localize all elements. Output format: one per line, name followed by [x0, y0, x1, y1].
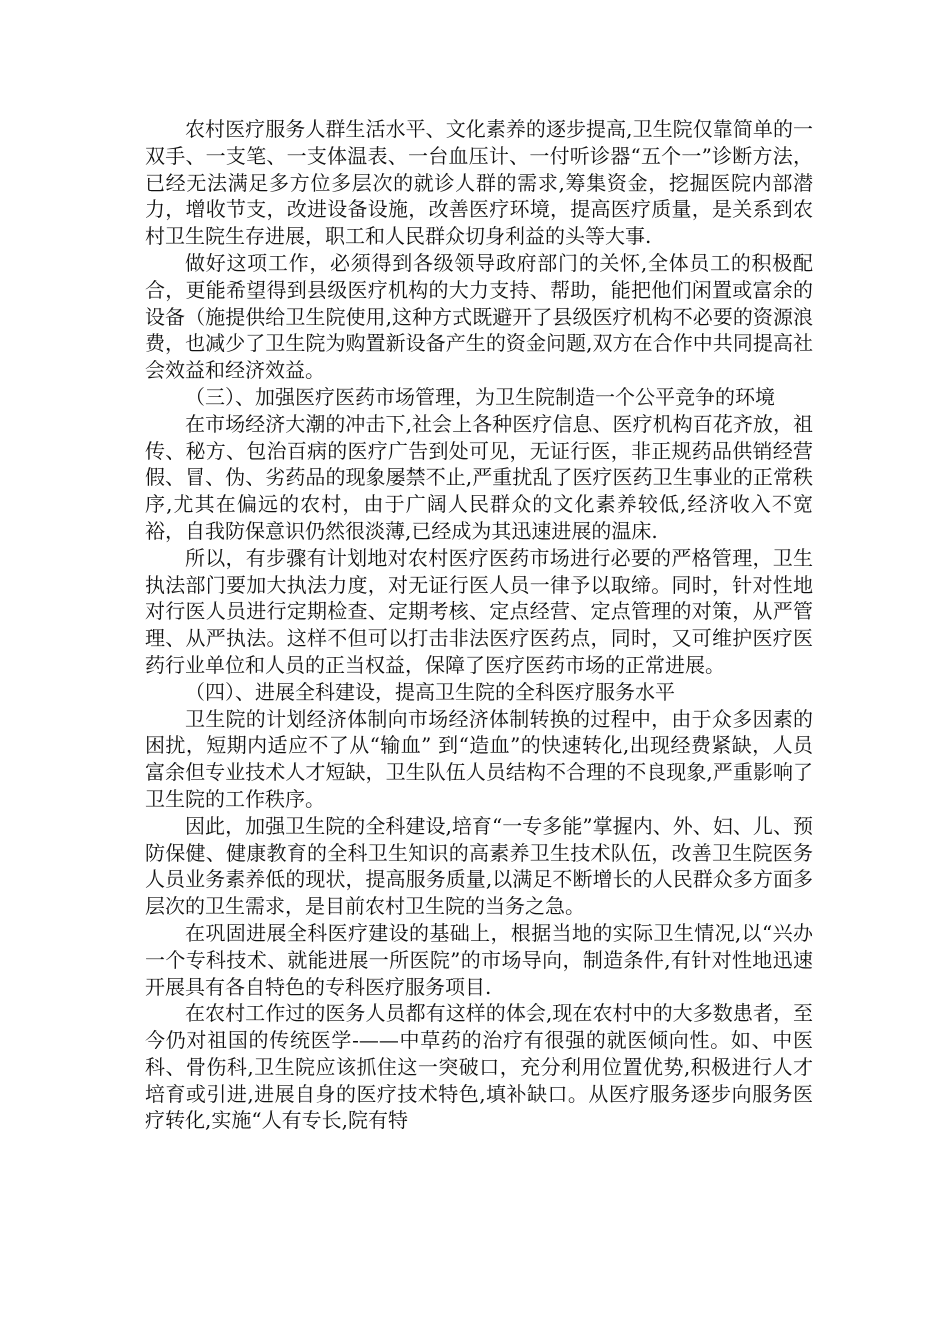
paragraph-government-support: 做好这项工作，必须得到各级领导政府部门的关怀,全体员工的积极配合，更能希望得到县级医疗机构的大力支持、帮助，能把他们闲置或富余的设备（施提供给卫生院使用,这种方式既避开了县级医疗机构不必要的资源浪费，也减少了卫生院为购置新设备产生的资金问题,双方在合作中共同提高社会效益和经济效益。 [145, 250, 813, 383]
paragraph-general-practice: 因此，加强卫生院的全科建设,培育“一专多能”掌握内、外、妇、儿、预防保健、健康教育的全科卫生知识的高素养卫生技术队伍，改善卫生院医务人员业务素养低的现状，提高服务质量,以满足不断增长的人民群众多方面多层次的卫生需求，是目前农村卫生院的当务之急。 [145, 813, 813, 919]
section-heading-4: （四）、进展全科建设，提高卫生院的全科医疗服务水平 [185, 679, 675, 704]
paragraph-traditional-medicine: 在农村工作过的医务人员都有这样的体会,现在农村中的大多数患者，至今仍对祖国的传统医学-——中草药的治疗有很强的就医倾向性。如、中医科、骨伤科,卫生院应该抓住这一突破口，充分利用位置优势,积极进行人才培育或引进,进展自身的医疗技术特色,填补缺口。从医疗服务逐步向服务医疗转化,实施“人有专长,院有特 [145, 1001, 813, 1133]
paragraph-specialty-services: 在巩固进展全科医疗建设的基础上，根据当地的实际卫生情况,以“兴办一个专科技术、就能进展一所医院”的市场导向，制造条件,有针对性地迅速开展具有各自特色的专科医疗服务项目. [145, 920, 813, 999]
paragraph-system-transition: 卫生院的计划经济体制向市场经济体制转换的过程中，由于众多因素的困扰，短期内适应不了从“输血” 到“造血”的快速转化,出现经费紧缺，人员富余但专业技术人才短缺，卫生队伍人员结构不合理的不良现象,严重影响了卫生院的工作秩序。 [145, 706, 813, 811]
paragraph-market-management: 所以，有步骤有计划地对农村医疗医药市场进行必要的严格管理，卫生执法部门要加大执法力度，对无证行医人员一律予以取缔。同时，针对性地对行医人员进行定期检查、定期考核、定点经营、定点管理的对策，从严管理、从严执法。这样不但可以打击非法医疗医药点，同时，又可维护医疗医药行业单位和人员的正当权益，保障了医疗医药市场的正常进展。 [145, 545, 813, 677]
document-page [145, 116, 813, 1134]
paragraph-market-impact: 在市场经济大潮的冲击下,社会上各种医疗信息、医疗机构百花齐放，祖传、秘方、包治百病的医疗广告到处可见，无证行医，非正规药品供销经营假、冒、伪、劣药品的现象屡禁不止,严重扰乱了医疗医药卫生事业的正常秩序,尤其在偏远的农村，由于广阔人民群众的文化素养较低,经济收入不宽裕，自我防保意识仍然很淡薄,已经成为其迅速进展的温床. [145, 411, 813, 543]
section-heading-3: （三）、加强医疗医药市场管理，为卫生院制造一个公平竞争的环境 [185, 384, 775, 409]
paragraph-rural-medical-needs: 农村医疗服务人群生活水平、文化素养的逐步提高,卫生院仅靠简单的一双手、一支笔、一支体温表、一台血压计、一付听诊器“五个一”诊断方法，已经无法满足多方位多层次的就诊人群的需求,筹集资金，挖掘医院内部潜力，增收节支，改进设备设施，改善医疗环境，提高医疗质量，是关系到农村卫生院生存进展，职工和人民群众切身利益的头等大事. [145, 117, 813, 249]
